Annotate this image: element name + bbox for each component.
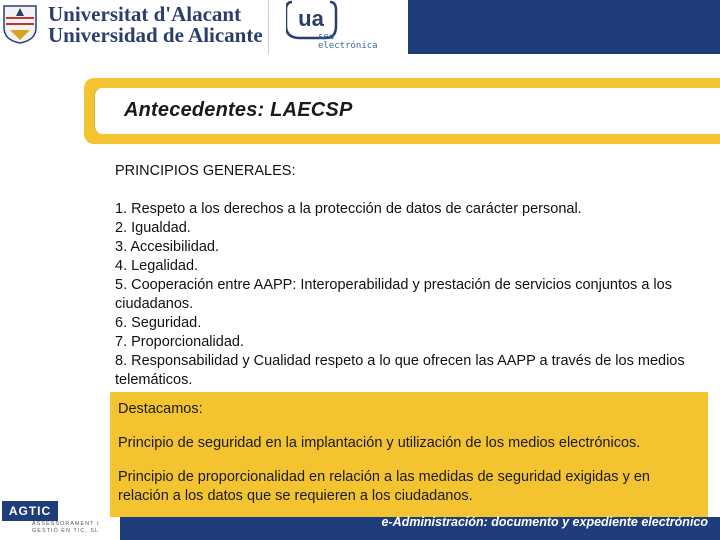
ua-logo-text: ua (298, 6, 324, 31)
highlight-heading: Destacamos: (118, 401, 203, 417)
sede-line2: electrónica (318, 41, 378, 51)
principle-item: 5. Cooperación entre AAPP: Interoperabilidad y prestación de servicios conjuntos a los ciudadanos. (115, 277, 672, 312)
principle-item: 4. Legalidad. (115, 258, 199, 274)
header (0, 0, 720, 56)
highlight-point: Principio de proporcionalidad en relación a las medidas de seguridad exigidas y en relación a los datos que se requieren a los ciudadanos. (118, 469, 650, 504)
principle-item: 2. Igualdad. (115, 220, 191, 236)
highlight-content (118, 400, 703, 506)
principles-heading: PRINCIPIOS GENERALES: (115, 163, 296, 179)
highlight-point: Principio de seguridad en la implantación y utilización de los medios electrónicos. (118, 435, 641, 451)
slide-title: Antecedentes: LAECSP (124, 99, 353, 121)
sede-line1: seu (318, 32, 335, 42)
principle-item: 6. Seguridad. (115, 315, 202, 331)
principles-section (115, 162, 715, 390)
principle-item: 8. Responsabilidad y Cualidad respeto a lo que ofrecen las AAPP a través de los medios telemáticos. (115, 353, 685, 388)
university-name-valencian: Universitat d'Alacant (48, 2, 242, 26)
university-name (48, 4, 263, 46)
header-divider (268, 0, 269, 54)
university-name-spanish: Universidad de Alicante (48, 23, 263, 47)
agtic-subtitle: ASSESSORAMENT I GESTIÓ EN TIC, SL (32, 521, 100, 534)
principle-item: 3. Accesibilidad. (115, 239, 219, 255)
header-blue-block (408, 0, 720, 54)
footer-title: e-Administración: documento y expediente electrónico (381, 515, 708, 529)
principle-item: 7. Proporcionalidad. (115, 334, 244, 350)
sede-electronica-label (318, 33, 378, 51)
principle-item: 1. Respeto a los derechos a la protección de datos de carácter personal. (115, 201, 582, 217)
university-crest-icon (2, 4, 38, 44)
agtic-logo: AGTIC (2, 501, 58, 521)
